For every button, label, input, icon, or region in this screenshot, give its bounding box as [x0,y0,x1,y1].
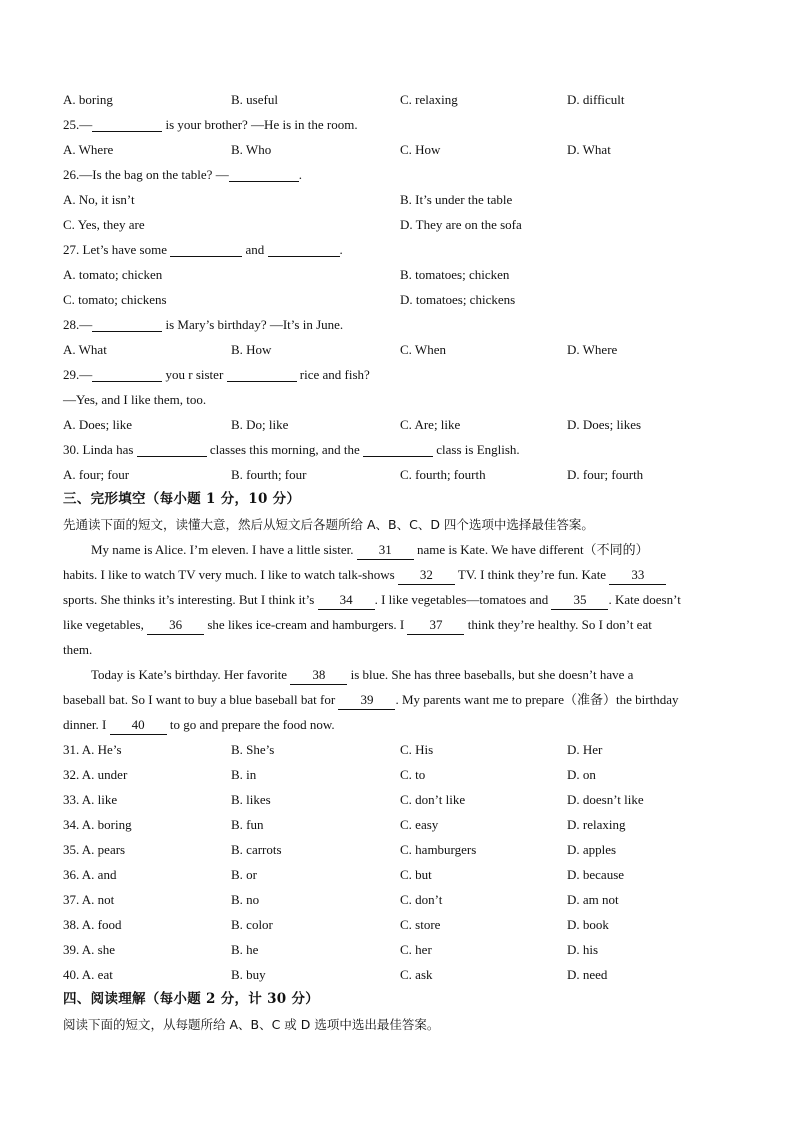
option-d: D. Where [567,342,618,357]
answer-blank [92,366,162,382]
option-d: D. am not [567,892,619,907]
cloze-blank-33: 33 [609,566,666,585]
option-a: 33. A. like [63,792,118,807]
option-d: D. on [567,767,596,782]
option-b: B. She’s [231,742,275,757]
option-d: D. tomatoes; chickens [400,292,516,307]
answer-blank [92,116,162,132]
option-c: C. store [400,917,441,932]
cloze-blank-34: 34 [318,591,375,610]
cloze-blank-39: 39 [338,691,395,710]
cloze-blank-32: 32 [398,566,455,585]
option-a: A. No, it isn’t [63,192,135,207]
cloze-blank-38: 38 [290,666,347,685]
cloze-blank-35: 35 [551,591,608,610]
option-a: 32. A. under [63,767,128,782]
option-c: C. Are; like [400,417,461,432]
cloze-blank-40: 40 [110,716,167,735]
option-b: B. he [231,942,259,957]
option-c: C. hamburgers [400,842,477,857]
question-26: 26.—Is the bag on the table? — . [63,167,302,182]
cloze-choices [63,737,733,987]
option-b: B. tomatoes; chicken [400,267,510,282]
choice-row-36 [63,862,733,887]
option-c: C. easy [400,817,439,832]
option-b: B. useful [231,92,278,107]
option-c: C. tomato; chickens [63,292,167,307]
option-d: D. What [567,142,611,157]
option-d: D. apples [567,842,617,857]
option-c: C. to [400,767,426,782]
option-a: 31. A. He’s [63,742,122,757]
option-c: C. but [400,867,432,882]
option-a: 40. A. eat [63,967,113,982]
option-d: D. his [567,942,599,957]
question-29-answer: —Yes, and I like them, too. [63,392,207,407]
option-a: A. four; four [63,467,130,482]
cloze-paragraph-1 [63,537,733,662]
option-a: 38. A. food [63,917,122,932]
cloze-line: habits. I like to watch TV very much. I like to watch talk-shows 32 TV. I think they’re fun. Kate 33 [63,562,733,587]
option-b: B. color [231,917,273,932]
section-3-heading: 三、完形填空（每小题 1 分，10 分） [63,491,301,507]
option-b: B. fourth; four [231,467,307,482]
question-29: 29.— you r sister rice and fish? [63,367,370,382]
cloze-line: sports. She thinks it’s interesting. But I think it’s 34 . I like vegetables—tomatoes and 35 . Kate doesn’t [63,587,733,612]
choice-row-34 [63,812,733,837]
option-a: A. What [63,342,107,357]
cloze-line: Today is Kate’s birthday. Her favorite 38 is blue. She has three baseballs, but she doesn’t have a [63,662,733,687]
option-d: D. need [567,967,608,982]
option-c: C. How [400,142,441,157]
option-b: B. buy [231,967,266,982]
q30-options [63,462,733,487]
answer-blank [170,241,242,257]
option-d: D. doesn’t like [567,792,644,807]
option-c: C. Yes, they are [63,217,145,232]
option-a: A. tomato; chicken [63,267,163,282]
option-c: C. relaxing [400,92,458,107]
option-a: 36. A. and [63,867,117,882]
option-b: B. carrots [231,842,282,857]
option-b: B. likes [231,792,271,807]
question-30: 30. Linda has classes this morning, and the class is English. [63,442,520,457]
option-a: 37. A. not [63,892,115,907]
cloze-blank-31: 31 [357,541,414,560]
option-d: D. Her [567,742,603,757]
cloze-paragraph-2 [63,662,733,737]
cloze-blank-36: 36 [147,616,204,635]
q26-options-row1 [63,187,733,212]
option-a: A. Where [63,142,114,157]
option-b: B. Who [231,142,272,157]
answer-blank [229,166,299,182]
option-b: B. It’s under the table [400,192,513,207]
cloze-line: dinner. I 40 to go and prepare the food now. [63,712,733,737]
option-d: D. They are on the sofa [400,217,522,232]
answer-blank [268,241,340,257]
option-c: C. His [400,742,434,757]
cloze-line: like vegetables, 36 she likes ice-cream and hamburgers. I 37 think they’re healthy. So I don’t eat [63,612,733,637]
cloze-line: My name is Alice. I’m eleven. I have a little sister. 31 name is Kate. We have different（不同的） [63,537,733,562]
page-content [63,87,733,1037]
option-a: 34. A. boring [63,817,132,832]
option-a: 39. A. she [63,942,115,957]
answer-blank [137,441,207,457]
choice-row-33 [63,787,733,812]
q29-options [63,412,733,437]
option-a: 35. A. pears [63,842,126,857]
choice-row-40 [63,962,733,987]
option-c: C. fourth; fourth [400,467,486,482]
option-b: B. Do; like [231,417,289,432]
option-c: C. don’t like [400,792,466,807]
option-b: B. in [231,767,257,782]
answer-blank [92,316,162,332]
choice-row-31 [63,737,733,762]
option-d: D. relaxing [567,817,626,832]
option-d: D. difficult [567,92,625,107]
q27-options-row2 [63,287,733,312]
q25-options [63,137,733,162]
section-3-instruction: 先通读下面的短文，读懂大意，然后从短文后各题所给 A、B、C、D 四个选项中选择最佳答案。 [63,517,594,532]
q24-options [63,87,733,112]
option-b: B. How [231,342,272,357]
cloze-line: baseball bat. So I want to buy a blue baseball bat for 39 . My parents want me to prepare（准备）the birthday [63,687,733,712]
option-b: B. or [231,867,257,882]
option-d: D. book [567,917,609,932]
q28-options [63,337,733,362]
choice-row-39 [63,937,733,962]
option-a: A. boring [63,92,113,107]
option-b: B. no [231,892,260,907]
option-b: B. fun [231,817,264,832]
section-4-instruction: 阅读下面的短文，从每题所给 A、B、C 或 D 选项中选出最佳答案。 [63,1017,440,1032]
question-25: 25.— is your brother? —He is in the room. [63,117,358,132]
option-d: D. because [567,867,625,882]
option-a: A. Does; like [63,417,132,432]
choice-row-35 [63,837,733,862]
option-c: C. ask [400,967,433,982]
question-27: 27. Let’s have some and . [63,242,343,257]
option-c: C. her [400,942,432,957]
answer-blank [363,441,433,457]
section-4-heading: 四、阅读理解（每小题 2 分，计 30 分） [63,991,320,1007]
option-d: D. Does; likes [567,417,642,432]
choice-row-38 [63,912,733,937]
option-c: C. don’t [400,892,443,907]
answer-blank [227,366,297,382]
cloze-blank-37: 37 [407,616,464,635]
choice-row-37 [63,887,733,912]
choice-row-32 [63,762,733,787]
option-c: C. When [400,342,446,357]
question-28: 28.— is Mary’s birthday? —It’s in June. [63,317,344,332]
option-d: D. four; fourth [567,467,644,482]
q26-options-row2 [63,212,733,237]
cloze-line: them. [63,642,93,657]
q27-options-row1 [63,262,733,287]
